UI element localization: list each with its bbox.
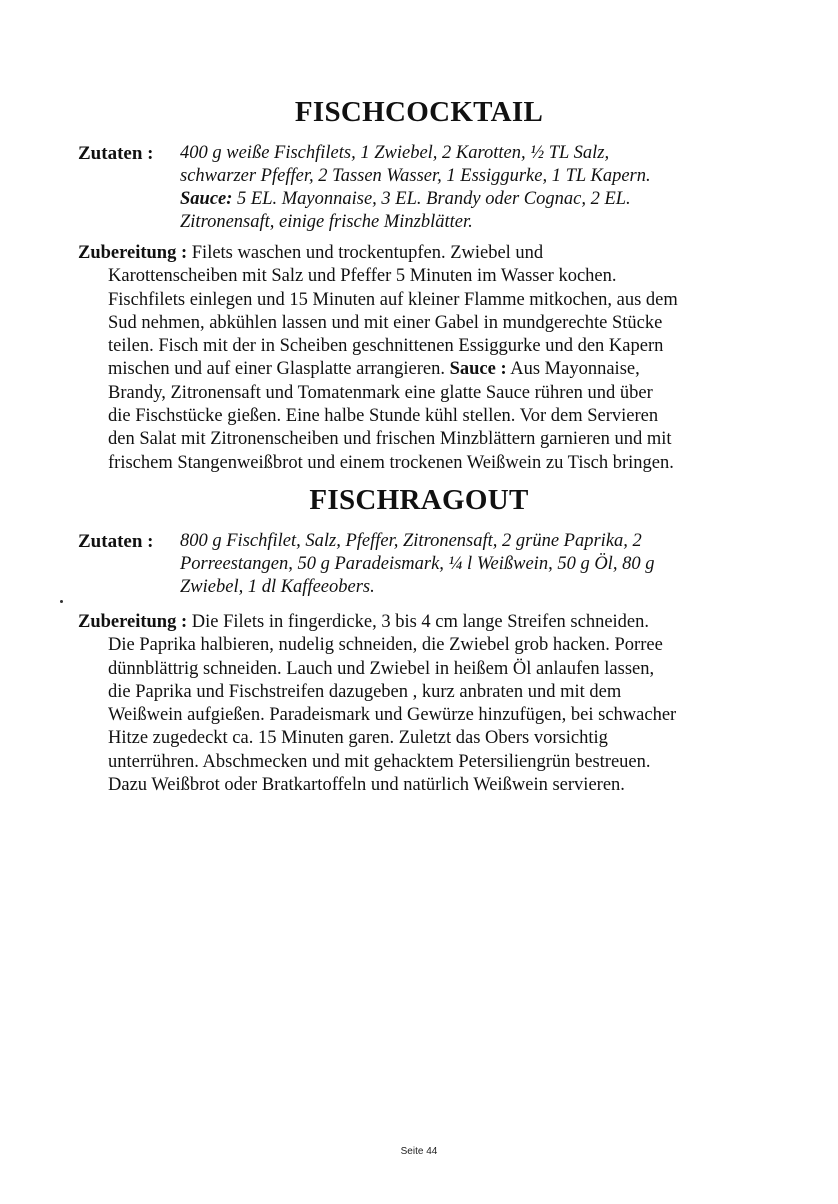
preparation-line [78, 358, 778, 381]
sauce-text: 5 EL. Mayonnaise, 3 EL. Brandy oder Cognac, 2 EL. [232, 189, 631, 209]
preparation-sauce-label: Sauce : [449, 359, 507, 380]
ingredients-line: Zwiebel, 1 dl Kaffeeobers. [180, 577, 375, 597]
sauce-label: Sauce: [180, 189, 233, 209]
preparation-label: Zubereitung : [78, 612, 188, 632]
ingredients-line: Porreestangen, 50 g Paradeismark, ¼ l Weißwein, 50 g Öl, 80 g [180, 554, 655, 574]
preparation-line [78, 611, 778, 634]
scan-speck [60, 600, 63, 603]
preparation-line: teilen. Fisch mit der in Scheiben geschnittenen Essiggurke und den Kapern [108, 336, 664, 357]
sauce-line [180, 188, 740, 211]
preparation-text: Aus Mayonnaise, [506, 359, 640, 380]
preparation-line: frischem Stangenweißbrot und einem trockenen Weißwein zu Tisch bringen. [108, 452, 674, 473]
preparation-line: Die Paprika halbieren, nudelig schneiden, die Zwiebel grob hacken. Porree [108, 635, 663, 656]
preparation-line: Sud nehmen, abkühlen lassen und mit einer Gabel in mundgerechte Stücke [108, 312, 663, 333]
ingredients-line: 800 g Fischfilet, Salz, Pfeffer, Zitronensaft, 2 grüne Paprika, 2 [180, 531, 642, 551]
preparation-line: dünnblättrig schneiden. Lauch und Zwiebel in heißem Öl anlaufen lassen, [108, 658, 655, 679]
preparation-line: Brandy, Zitronensaft und Tomatenmark eine glatte Sauce rühren und über [108, 382, 653, 403]
ingredients-list-fischragout [180, 530, 740, 599]
recipe-title-fischcocktail: FISCHCOCKTAIL [294, 96, 544, 128]
recipe-title-fischragout: FISCHRAGOUT [309, 484, 529, 516]
ingredients-label: Zutaten : [78, 143, 154, 164]
preparation-line: Fischfilets einlegen und 15 Minuten auf kleiner Flamme mitkochen, aus dem [108, 289, 678, 310]
preparation-fischragout [78, 611, 778, 797]
preparation-line: unterrühren. Abschmecken und mit gehacktem Petersiliengrün bestreuen. [108, 751, 651, 772]
preparation-line: Weißwein aufgießen. Paradeismark und Gewürze hinzufügen, bei schwacher [108, 705, 677, 726]
ingredients-line: 400 g weiße Fischfilets, 1 Zwiebel, 2 Karotten, ½ TL Salz, [180, 143, 610, 163]
sauce-line: Zitronensaft, einige frische Minzblätter. [180, 212, 473, 232]
preparation-line: Dazu Weißbrot oder Bratkartoffeln und natürlich Weißwein servieren. [108, 775, 625, 796]
preparation-text: mischen und auf einer Glasplatte arrangieren. [108, 359, 450, 380]
page-number: Seite 44 [400, 1146, 438, 1157]
preparation-line: Hitze zugedeckt ca. 15 Minuten garen. Zuletzt das Obers vorsichtig [108, 728, 608, 749]
preparation-text: Filets waschen und trockentupfen. Zwiebel und [187, 243, 544, 263]
ingredients-list-fischcocktail [180, 142, 740, 234]
ingredients-line: schwarzer Pfeffer, 2 Tassen Wasser, 1 Essiggurke, 1 TL Kapern. [180, 166, 651, 186]
preparation-line: die Fischstücke gießen. Eine halbe Stunde kühl stellen. Vor dem Servieren [108, 406, 659, 427]
preparation-fischcocktail [78, 242, 778, 475]
preparation-line: die Paprika und Fischstreifen dazugeben , kurz anbraten und mit dem [108, 681, 622, 702]
preparation-line: Karottenscheiben mit Salz und Pfeffer 5 Minuten im Wasser kochen. [108, 266, 617, 287]
preparation-line [78, 242, 778, 265]
preparation-label: Zubereitung : [78, 243, 188, 263]
preparation-line: den Salat mit Zitronenscheiben und frischen Minzblättern garnieren und mit [108, 429, 672, 450]
preparation-text: Die Filets in fingerdicke, 3 bis 4 cm lange Streifen schneiden. [187, 612, 650, 632]
ingredients-label: Zutaten : [78, 531, 154, 552]
